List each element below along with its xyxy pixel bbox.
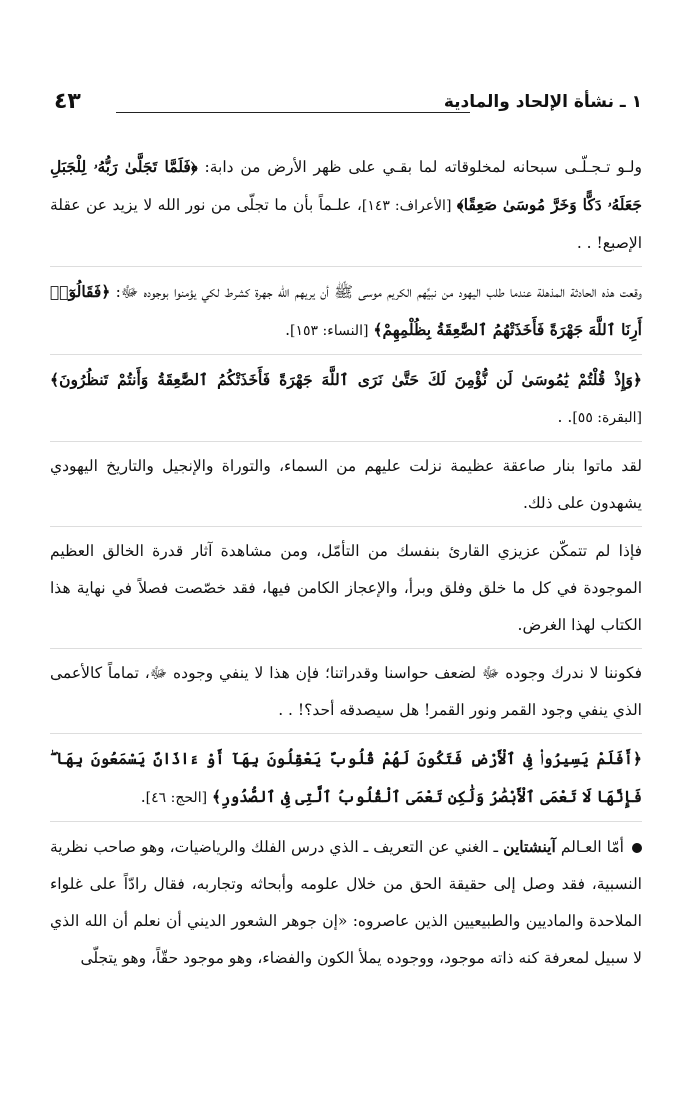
paragraph: ولـو تـجـلّـى سبحانه لمخلوقاته لما بقـي على ظهر الأرض من دابة: ﴿فَلَمَّا تَجَلَّىٰ رَبُّهُۥ لِلْجَبَلِ جَعَلَهُۥ دَكًّا وَخَرَّ مُوسَىٰ صَعِقًا﴾ [الأعراف: ١٤٣]، علـماً بأن ما تجلّى من نور الله لا يزيد عن عقلة الإصبع! . . [50, 157, 642, 252]
person-name: آينشتاين [503, 837, 556, 856]
chapter-title: ١ ـ نشأة الإلحاد والمادية [443, 92, 642, 112]
paragraph: فكوننا لا ندرك وجوده ﷻ لضعف حواسنا وقدراتنا؛ فإن هذا لا ينفي وجوده ﷻ، تماماً كالأعمى الذي ينفي وجود القمر ونور القمر! هل سيصدقه أحد؟! . . [50, 664, 642, 719]
separator [50, 648, 642, 649]
verse-reference: [البقرة: ٥٥] [572, 410, 642, 426]
verse-reference: [الأعراف: ١٤٣] [361, 198, 452, 214]
separator [50, 354, 642, 355]
separator [50, 733, 642, 734]
verse-reference: [الحج: ٤٦] [145, 790, 208, 806]
paragraph: فإذا لم تتمكّن عزيزي القارئ بنفسك من التأمّل، ومن مشاهدة آثار قدرة الخالق العظيم الموجودة في كل ما خلق وفلق وبرأ، والإعجاز الكامن فيها، فقد خصّصت فصلاً في نهاية هذا الكتاب لهذا الغرض. [50, 542, 642, 634]
separator [50, 441, 642, 442]
paragraph: ﴿أَفَلَمْ يَسِيرُوا۟ فِى ٱلْأَرْضِ فَتَكُونَ لَهُمْ قُلُوبٌ يَعْقِلُونَ بِهَآ أَوْ ءَاذَانٌ يَسْمَعُونَ بِهَا ۖ فَإِنَّهَا لَا تَعْمَى ٱلْأَبْصَٰرُ وَلَٰكِن تَعْمَى ٱلْقُلُوبُ ٱلَّتِى فِى ٱلصُّدُورِ﴾ [الحج: ٤٦]. [50, 749, 642, 806]
body-text [50, 148, 642, 977]
paragraph: ﴿وَإِذْ قُلْتُمْ يَٰمُوسَىٰ لَن نُّؤْمِنَ لَكَ حَتَّىٰ نَرَى ٱللَّهَ جَهْرَةً فَأَخَذَتْكُمُ ٱلصَّٰعِقَةُ وَأَنتُمْ تَنظُرُونَ﴾ [البقرة: ٥٥]. . [50, 370, 642, 426]
quran-verse: ﴿وَإِذْ قُلْتُمْ يَٰمُوسَىٰ لَن نُّؤْمِنَ لَكَ حَتَّىٰ نَرَى ٱللَّهَ جَهْرَةً فَأَخَذَتْكُمُ ٱلصَّٰعِقَةُ وَأَنتُمْ تَنظُرُونَ﴾ [50, 370, 642, 389]
running-header [54, 89, 642, 120]
page-number: ٤٣ [54, 89, 81, 114]
verse-reference: [النساء: ١٥٣] [290, 323, 369, 339]
paragraph: أمّا العـالم آينشتاين ـ الغني عن التعريف ـ الذي درس الفلك والرياضيات، وهو صاحب نظرية النسبية، فقد وصل إلى حقيقة الحق من خلال علومه وأبحاثه وتجاربه، فقال رادّاً على غلواء الملاحدة والماديين والطبيعيين الذين عاصروه: «إن جوهر الشعور الديني أن نعلم أن الله الذي لا سبيل لمعرفة كنه ذاته موجود، ووجوده يملأ الكون والفضاء، وهو موجود حقّاً، وهو يتجلّى [50, 837, 642, 967]
paragraph: وقعت هذه الحادثة المذهلة عندما طلب اليهود من نبيِّهم الكريم موسى ﷺ أن يريهم الله جهرة كشرط لكي يؤمنوا بوجوده ﷻ: ﴿فَقَالُوٓا۟ أَرِنَا ٱللَّهَ جَهْرَةً فَأَخَذَتْهُمُ ٱلصَّٰعِقَةُ بِظُلْمِهِمْ﴾ [النساء: ١٥٣]. [50, 282, 642, 339]
quran-verse: ﴿فَقَالُوٓا۟ أَرِنَا ٱللَّهَ جَهْرَةً فَأَخَذَتْهُمُ ٱلصَّٰعِقَةُ بِظُلْمِهِمْ﴾ [50, 282, 642, 339]
header-rule [116, 112, 470, 113]
bullet-icon [632, 843, 642, 853]
separator [50, 266, 642, 267]
separator [50, 821, 642, 822]
paragraph: لقد ماتوا بنار صاعقة عظيمة نزلت عليهم من السماء، والتوراة والإنجيل والتاريخ اليهودي يشهدون على ذلك. [50, 457, 642, 512]
quran-verse: ﴿أَفَلَمْ يَسِيرُوا۟ فِى ٱلْأَرْضِ فَتَكُونَ لَهُمْ قُلُوبٌ يَعْقِلُونَ بِهَآ أَوْ ءَاذَانٌ يَسْمَعُونَ بِهَا ۖ فَإِنَّهَا لَا تَعْمَى ٱلْأَبْصَٰرُ وَلَٰكِن تَعْمَى ٱلْقُلُوبُ ٱلَّتِى فِى ٱلصُّدُورِ﴾ [50, 749, 642, 806]
quran-verse: ﴿فَلَمَّا تَجَلَّىٰ رَبُّهُۥ لِلْجَبَلِ جَعَلَهُۥ دَكًّا وَخَرَّ مُوسَىٰ صَعِقًا﴾ [50, 157, 642, 214]
separator [50, 526, 642, 527]
